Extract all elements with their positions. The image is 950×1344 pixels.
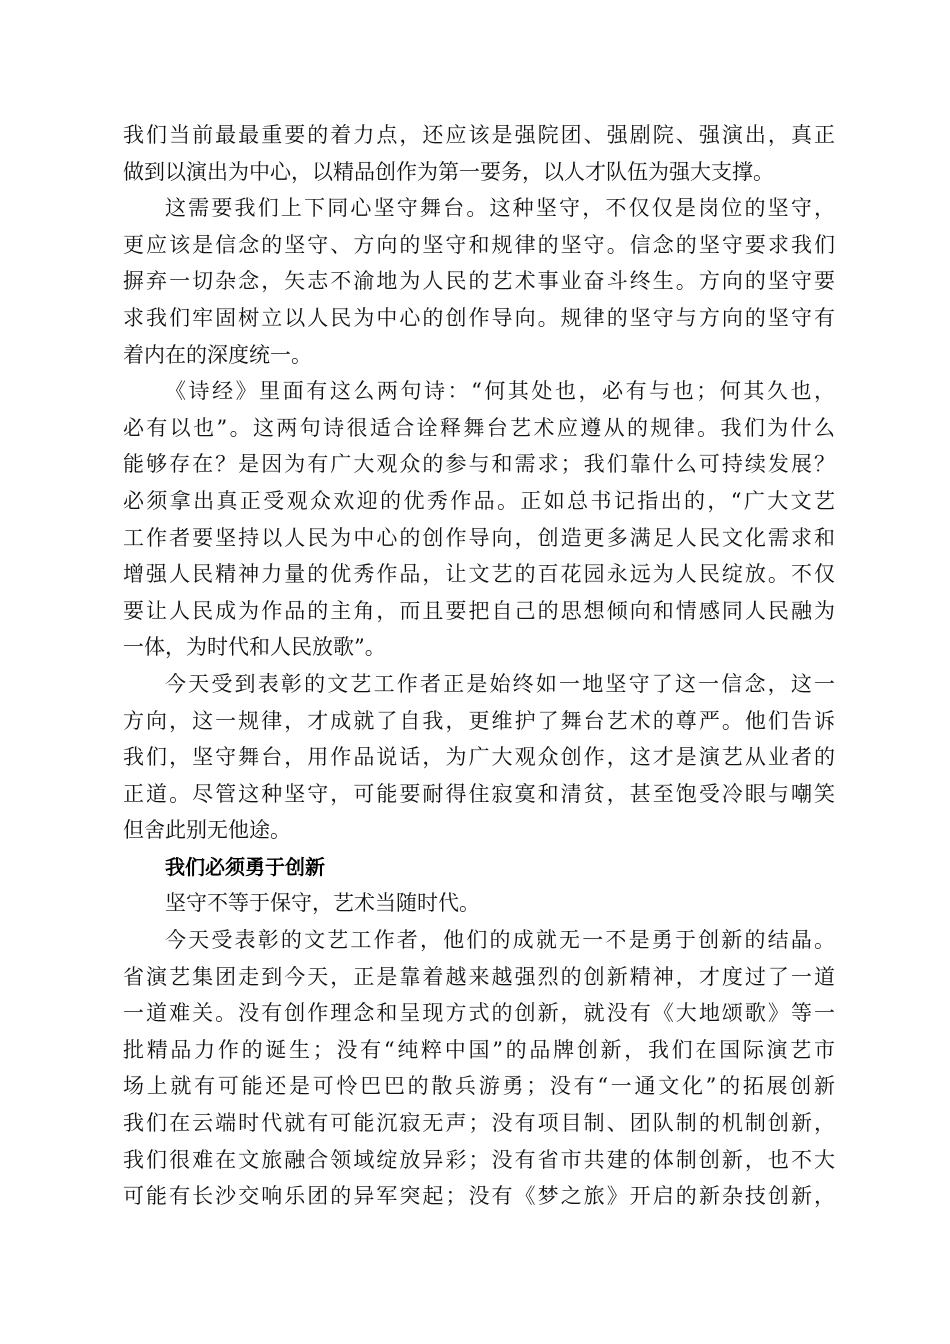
text-line: 场上就有可能还是可怜巴巴的散兵游勇；没有“一通文化”的拓展创新 — [123, 1074, 835, 1099]
text-line: 必有以也”。这两句诗很适合诠释舞台艺术应遵从的规律。我们为什么 — [123, 415, 835, 440]
paragraph-first-line: 今天受表彰的文艺工作者，他们的成就无一不是勇于创新的结晶。 — [165, 928, 835, 953]
text-line: 增强人民精神力量的优秀作品，让文艺的百花园永远为人民绽放。不仅 — [123, 562, 835, 587]
text-line: 要让人民成为作品的主角，而且要把自己的思想倾向和情感同人民融为 — [123, 598, 835, 623]
text-line: 做到以演出为中心，以精品创作为第一要务，以人才队伍为强大支撑。 — [123, 159, 774, 184]
text-line: 求我们牢固树立以人民为中心的创作导向。规律的坚守与方向的坚守有 — [123, 305, 835, 330]
text-line: 我们很难在文旅融合领域绽放异彩；没有省市共建的体制创新，也不大 — [123, 1147, 835, 1172]
text-line: 可能有长沙交响乐团的异军突起；没有《梦之旅》开启的新杂技创新， — [123, 1184, 835, 1209]
text-line: 一道难关。没有创作理念和呈现方式的创新，就没有《大地颂歌》等一 — [123, 1001, 835, 1026]
text-line: 工作者要坚持以人民为中心的创作导向，创造更多满足人民文化需求和 — [123, 525, 835, 550]
paragraph-first-line: 坚守不等于保守，艺术当随时代。 — [165, 891, 480, 916]
text-line: 着内在的深度统一。 — [123, 342, 312, 367]
text-line: 一体，为时代和人民放歌”。 — [123, 635, 386, 660]
document-body — [123, 117, 835, 1215]
text-line: 更应该是信念的坚守、方向的坚守和规律的坚守。信念的坚守要求我们 — [123, 232, 835, 257]
text-line: 能够存在？是因为有广大观众的参与和需求；我们靠什么可持续发展？ — [123, 452, 835, 477]
paragraph-first-line: 今天受到表彰的文艺工作者正是始终如一地坚守了这一信念，这一 — [165, 671, 835, 696]
section-heading: 我们必须勇于创新 — [165, 854, 325, 879]
text-line: 我们，坚守舞台，用作品说话，为广大观众创作，这才是演艺从业者的 — [123, 745, 835, 770]
text-line: 摒弃一切杂念，矢志不渝地为人民的艺术事业奋斗终生。方向的坚守要 — [123, 269, 835, 294]
text-line: 正道。尽管这种坚守，可能要耐得住寂寞和清贫，甚至饱受冷眼与嘲笑 — [123, 781, 835, 806]
text-line: 必须拿出真正受观众欢迎的优秀作品。正如总书记指出的，“广大文艺 — [123, 488, 835, 513]
text-line: 我们在云端时代就有可能沉寂无声；没有项目制、团队制的机制创新， — [123, 1111, 835, 1136]
text-line: 批精品力作的诞生；没有“纯粹中国”的品牌创新，我们在国际演艺市 — [123, 1037, 835, 1062]
text-line: 方向，这一规律，才成就了自我，更维护了舞台艺术的尊严。他们告诉 — [123, 708, 835, 733]
paragraph-first-line: 《诗经》里面有这么两句诗：“何其处也，必有与也；何其久也， — [165, 379, 835, 404]
text-line: 省演艺集团走到今天，正是靠着越来越强烈的创新精神，才度过了一道 — [123, 964, 835, 989]
paragraph-first-line: 这需要我们上下同心坚守舞台。这种坚守，不仅仅是岗位的坚守， — [165, 196, 835, 221]
text-line: 但舍此别无他途。 — [123, 818, 291, 843]
text-line: 我们当前最最重要的着力点，还应该是强院团、强剧院、强演出，真正 — [123, 123, 835, 147]
